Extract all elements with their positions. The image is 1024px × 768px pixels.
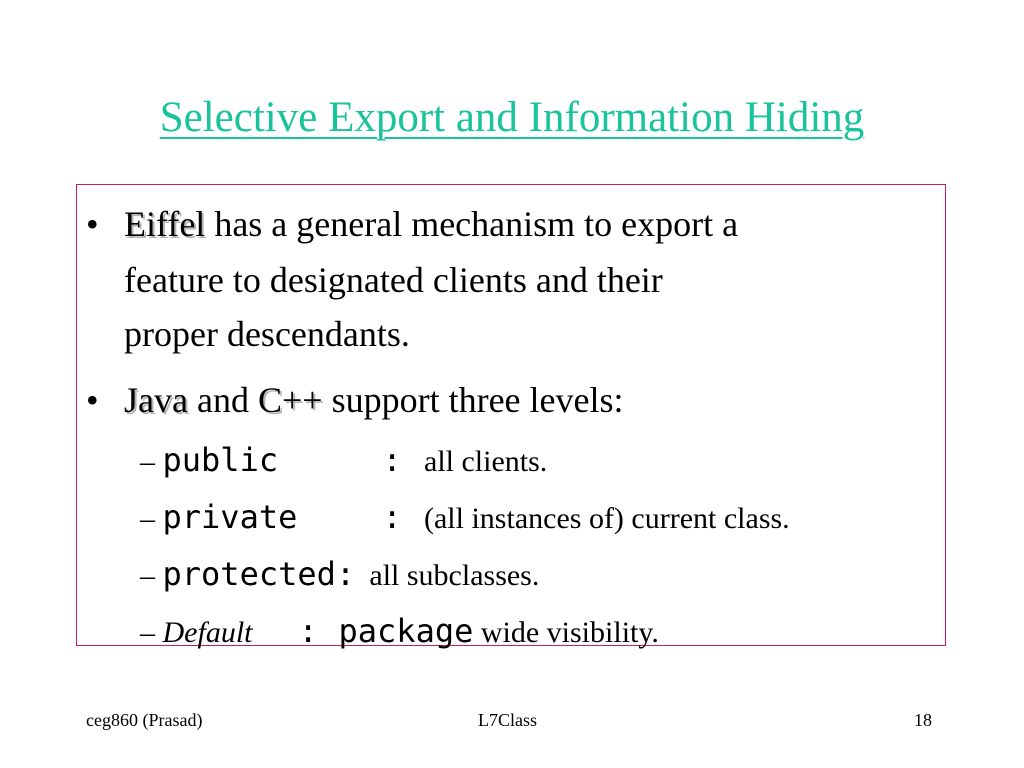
level-colon: :: [382, 441, 402, 479]
bullet-eiffel-line2: feature to designated clients and their: [124, 260, 663, 300]
level-default: [140, 611, 659, 653]
dash: –: [140, 616, 155, 649]
bullet-java-cpp: [124, 372, 624, 428]
level-private: [140, 497, 790, 539]
level-public: [140, 440, 547, 482]
level-desc: all clients.: [424, 445, 548, 478]
level-desc: wide visibility.: [480, 616, 659, 649]
level-package: package: [338, 612, 474, 650]
footer-author: ceg860 (Prasad): [86, 710, 203, 730]
dash: –: [140, 559, 155, 592]
footer-lecture: L7Class: [478, 710, 538, 730]
level-name: private: [162, 498, 298, 536]
bullet-marker: •: [86, 204, 99, 244]
level-colon: :: [335, 555, 356, 593]
level-name: public: [162, 441, 279, 479]
bullet-text: support three levels:: [322, 380, 624, 420]
dash: –: [140, 502, 155, 535]
level-desc: (all instances of) current class.: [424, 502, 790, 535]
bullet-eiffel-line1: [124, 196, 738, 252]
keyword-java: Java: [124, 380, 188, 420]
bullet-text: and: [187, 380, 258, 420]
keyword-eiffel: Eiffel: [124, 204, 206, 244]
level-name: protected: [162, 555, 336, 593]
level-protected: [140, 554, 539, 596]
slide-title: Selective Export and Information Hiding: [159, 94, 865, 141]
bullet-text: has a general mechanism to export a: [205, 204, 739, 244]
bullet-eiffel-line3: proper descendants.: [124, 314, 410, 354]
footer-page-number: 18: [914, 710, 932, 730]
level-colon: :: [382, 498, 402, 536]
dash: –: [140, 445, 155, 478]
level-name: Default: [162, 616, 253, 649]
level-desc: all subclasses.: [369, 559, 540, 592]
level-colon: :: [298, 612, 318, 650]
keyword-cpp: C++: [257, 380, 323, 420]
bullet-marker: •: [86, 380, 99, 420]
